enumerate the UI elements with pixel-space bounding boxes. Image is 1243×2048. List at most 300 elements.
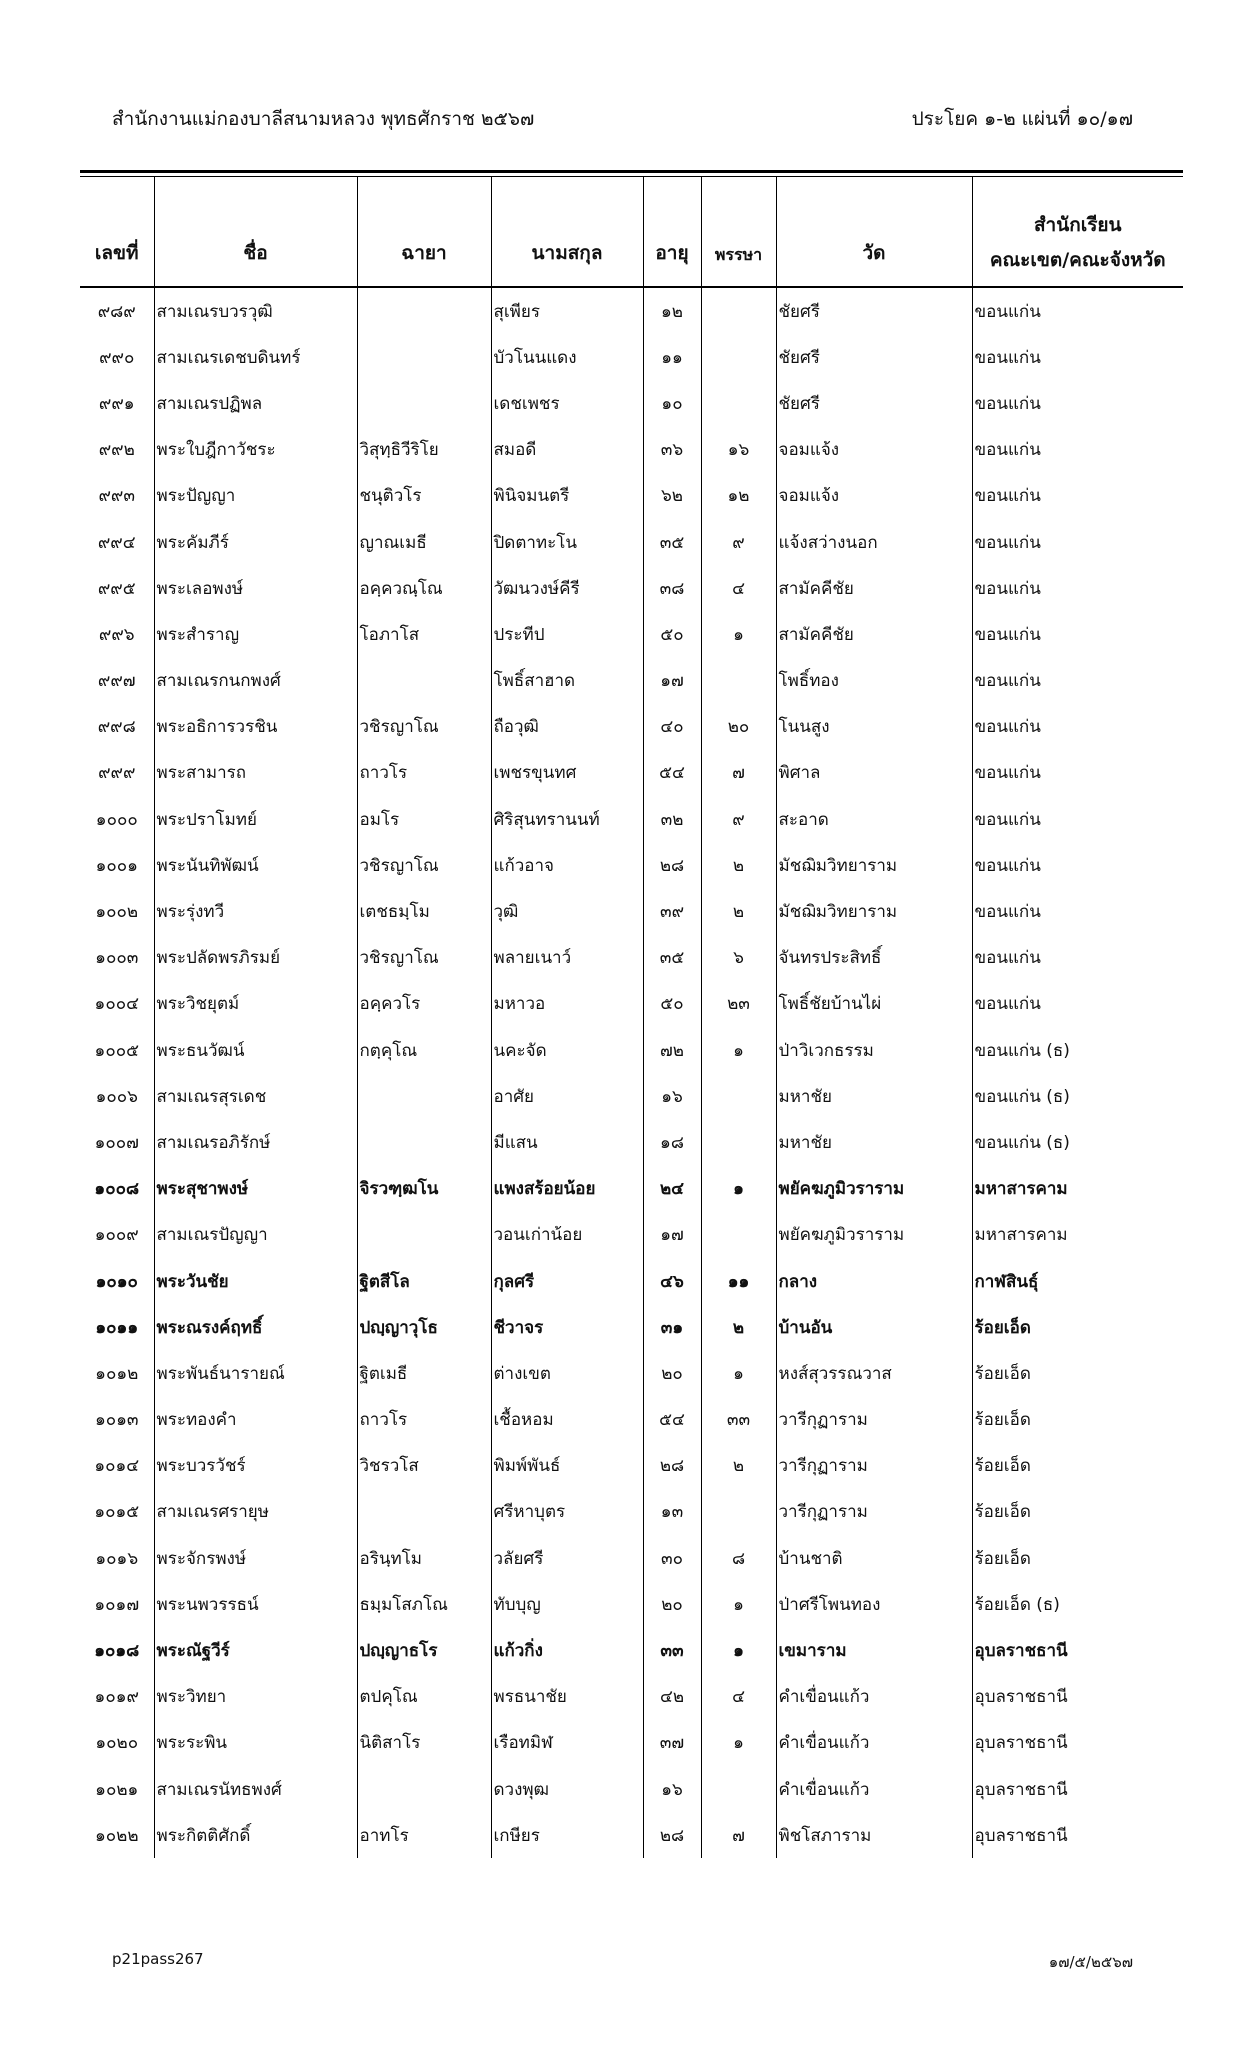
cell-school: ร้อยเอ็ด (ธ) — [972, 1581, 1183, 1627]
cell-temple: วารีกุฏาราม — [776, 1489, 972, 1535]
cell-years: ๗ — [701, 1812, 776, 1858]
cell-name: พระกิตติศักดิ์ — [154, 1812, 357, 1858]
cell-years — [701, 1489, 776, 1535]
cell-temple: สามัคคีชัย — [776, 611, 972, 657]
table-row — [80, 981, 1183, 1027]
table-header-row — [80, 176, 1183, 287]
cell-num: ๑๐๐๕ — [94, 1040, 139, 1061]
cell-num: ๑๐๐๐ — [95, 809, 138, 830]
cell-monastic-name: ถาวโร — [357, 1397, 491, 1443]
cell-years: ๙ — [701, 796, 776, 842]
cell-temple: สามัคคีชัย — [776, 565, 972, 611]
cell-years — [701, 380, 776, 426]
cell-num: ๑๐๑๔ — [94, 1456, 140, 1477]
cell-monastic-name: เตชธมฺโม — [357, 888, 491, 934]
cell-years: ๑ — [701, 1350, 776, 1396]
cell-temple: มัชฌิมวิทยาราม — [776, 842, 972, 888]
table-row — [80, 1166, 1183, 1212]
cell-temple: พยัคฆภูมิวราราม — [776, 1212, 972, 1258]
cell-school: ขอนแก่น — [972, 565, 1183, 611]
cell-temple: พิศาล — [776, 750, 972, 796]
cell-surname: ทับบุญ — [491, 1581, 643, 1627]
cell-name: พระณรงค์ฤทธิ์ — [154, 1304, 357, 1350]
col-header-surname: นามสกุล — [491, 176, 643, 287]
cell-name: พระวิชยุตม์ — [154, 981, 357, 1027]
cell-monastic-name — [357, 1119, 491, 1165]
cell-age: ๓๙ — [643, 888, 701, 934]
cell-age: ๖๒ — [643, 473, 701, 519]
cell-surname: ศรีหาบุตร — [491, 1489, 643, 1535]
cell-surname: มีแสน — [491, 1119, 643, 1165]
cell-num: ๙๘๙ — [97, 301, 136, 322]
cell-surname: ศิริสุนทรานนท์ — [491, 796, 643, 842]
cell-name: พระเลอพงษ์ — [154, 565, 357, 611]
cell-school: ร้อยเอ็ด — [972, 1443, 1183, 1489]
table-row — [80, 842, 1183, 888]
cell-school: ร้อยเอ็ด — [972, 1350, 1183, 1396]
col-header-years: พรรษา — [701, 176, 776, 287]
cell-temple: สะอาด — [776, 796, 972, 842]
cell-years — [701, 1212, 776, 1258]
cell-temple: มัชฌิมวิทยาราม — [776, 888, 972, 934]
cell-num: ๑๐๑๕ — [94, 1502, 140, 1523]
cell-temple: โพธิ์ชัยบ้านไผ่ — [776, 981, 972, 1027]
cell-temple: จอมแจ้ง — [776, 427, 972, 473]
col-header-num: เลขที่ — [80, 176, 154, 287]
cell-temple: โนนสูง — [776, 704, 972, 750]
table-row — [80, 1027, 1183, 1073]
cell-school: อุบลราชธานี — [972, 1627, 1183, 1673]
results-table — [80, 176, 1183, 1858]
cell-years: ๑ — [701, 1027, 776, 1073]
cell-name: สามเณรกนกพงศ์ — [154, 658, 357, 704]
cell-surname: แก้วอาจ — [491, 842, 643, 888]
cell-school: ขอนแก่น — [972, 796, 1183, 842]
cell-surname: บัวโนนแดง — [491, 334, 643, 380]
cell-surname: สมอดี — [491, 427, 643, 473]
cell-school: ขอนแก่น — [972, 334, 1183, 380]
cell-school: ขอนแก่น — [972, 750, 1183, 796]
cell-monastic-name: อรินฺทโม — [357, 1535, 491, 1581]
table-row — [80, 1674, 1183, 1720]
cell-school: ขอนแก่น — [972, 842, 1183, 888]
top-rule — [80, 170, 1183, 173]
cell-surname: วัฒนวงษ์คีรี — [491, 565, 643, 611]
cell-age: ๒๐ — [643, 1350, 701, 1396]
cell-temple: บ้านชาติ — [776, 1535, 972, 1581]
cell-name: พระคัมภีร์ — [154, 519, 357, 565]
cell-monastic-name — [357, 334, 491, 380]
cell-temple: พิชโสภาราม — [776, 1812, 972, 1858]
cell-name: พระรุ่งทวี — [154, 888, 357, 934]
footer-date: ๑๗/๕/๒๕๖๗ — [1048, 1953, 1133, 1971]
cell-num: ๑๐๒๒ — [94, 1825, 139, 1846]
cell-monastic-name: วชิรญาโณ — [357, 704, 491, 750]
cell-num: ๙๙๐ — [99, 347, 135, 368]
table-row — [80, 658, 1183, 704]
cell-years: ๑ — [701, 1166, 776, 1212]
col-header-school — [972, 176, 1183, 287]
cell-num: ๙๙๓ — [98, 486, 136, 507]
cell-years: ๑ — [701, 611, 776, 657]
cell-name: พระสำราญ — [154, 611, 357, 657]
cell-name: พระสุชาพงษ์ — [154, 1166, 357, 1212]
cell-years: ๙ — [701, 519, 776, 565]
cell-age: ๒๘ — [643, 1443, 701, 1489]
cell-monastic-name: ญาณเมธี — [357, 519, 491, 565]
cell-monastic-name: ถาวโร — [357, 750, 491, 796]
cell-num: ๙๙๙ — [98, 763, 136, 784]
cell-years: ๔ — [701, 1674, 776, 1720]
cell-monastic-name — [357, 380, 491, 426]
cell-school: ขอนแก่น — [972, 935, 1183, 981]
cell-num: ๑๐๑๓ — [94, 1410, 139, 1431]
cell-age: ๓๒ — [643, 796, 701, 842]
cell-school: ขอนแก่น — [972, 473, 1183, 519]
cell-years: ๑ — [701, 1627, 776, 1673]
cell-surname: กุลศรี — [491, 1258, 643, 1304]
cell-name: สามเณรบวรวุฒิ — [154, 287, 357, 334]
cell-monastic-name — [357, 1073, 491, 1119]
cell-age: ๑๒ — [643, 287, 701, 334]
cell-name: พระปัญญา — [154, 473, 357, 519]
cell-temple: ชัยศรี — [776, 287, 972, 334]
cell-monastic-name — [357, 1489, 491, 1535]
cell-num: ๑๐๐๔ — [94, 994, 139, 1015]
cell-name: พระบวรวัชร์ — [154, 1443, 357, 1489]
cell-age: ๓๕ — [643, 935, 701, 981]
cell-age: ๑๐ — [643, 380, 701, 426]
cell-num: ๙๙๔ — [97, 532, 136, 553]
table-row — [80, 1212, 1183, 1258]
cell-surname: ประทีป — [491, 611, 643, 657]
cell-years: ๑ — [701, 1720, 776, 1766]
cell-name: สามเณรสุรเดช — [154, 1073, 357, 1119]
cell-surname: มหาวอ — [491, 981, 643, 1027]
cell-name: พระวิทยา — [154, 1674, 357, 1720]
cell-num: ๑๐๑๘ — [94, 1641, 140, 1662]
cell-num: ๑๐๑๒ — [95, 1363, 139, 1384]
cell-years: ๘ — [701, 1535, 776, 1581]
cell-monastic-name: โอภาโส — [357, 611, 491, 657]
cell-years: ๒ — [701, 1443, 776, 1489]
cell-temple: มหาชัย — [776, 1119, 972, 1165]
cell-age: ๕๔ — [643, 750, 701, 796]
cell-school: ขอนแก่น (ธ) — [972, 1119, 1183, 1165]
cell-age: ๓๗ — [643, 1720, 701, 1766]
cell-school: อุบลราชธานี — [972, 1720, 1183, 1766]
cell-name: สามเณรศรายุษ — [154, 1489, 357, 1535]
table-row — [80, 1581, 1183, 1627]
cell-surname: ถือวุฒิ — [491, 704, 643, 750]
cell-age: ๕๐ — [643, 611, 701, 657]
cell-school: มหาสารคาม — [972, 1212, 1183, 1258]
cell-surname: ต่างเขต — [491, 1350, 643, 1396]
cell-name: สามเณรเดชบดินทร์ — [154, 334, 357, 380]
cell-years: ๔ — [701, 565, 776, 611]
table-row — [80, 1489, 1183, 1535]
cell-num: ๙๙๖ — [98, 624, 135, 645]
table-row — [80, 519, 1183, 565]
cell-num: ๑๐๑๑ — [95, 1317, 139, 1338]
table-row — [80, 1119, 1183, 1165]
table-row — [80, 704, 1183, 750]
cell-name: พระปราโมทย์ — [154, 796, 357, 842]
cell-school: ขอนแก่น — [972, 611, 1183, 657]
cell-surname: เชื้อหอม — [491, 1397, 643, 1443]
cell-temple: ชัยศรี — [776, 380, 972, 426]
cell-num: ๑๐๑๗ — [94, 1594, 140, 1615]
cell-age: ๑๑ — [643, 334, 701, 380]
cell-num: ๙๙๒ — [98, 440, 135, 461]
cell-monastic-name: ชนุติวโร — [357, 473, 491, 519]
cell-age: ๑๘ — [643, 1119, 701, 1165]
cell-years: ๑ — [701, 1581, 776, 1627]
cell-years: ๒ — [701, 1304, 776, 1350]
cell-monastic-name: ธมฺมโสภโณ — [357, 1581, 491, 1627]
cell-num: ๑๐๒๐ — [95, 1733, 139, 1754]
cell-monastic-name: วชิรญาโณ — [357, 842, 491, 888]
cell-years — [701, 1766, 776, 1812]
cell-school: ขอนแก่น — [972, 287, 1183, 334]
cell-name: พระนันทิพัฒน์ — [154, 842, 357, 888]
cell-age: ๗๒ — [643, 1027, 701, 1073]
cell-surname: พลายเนาว์ — [491, 935, 643, 981]
table-row — [80, 935, 1183, 981]
cell-age: ๑๗ — [643, 1212, 701, 1258]
cell-school: อุบลราชธานี — [972, 1766, 1183, 1812]
cell-surname: พินิจมนตรี — [491, 473, 643, 519]
cell-temple: จอมแจ้ง — [776, 473, 972, 519]
cell-years: ๑๑ — [701, 1258, 776, 1304]
col-header-monastic-name: ฉายา — [357, 176, 491, 287]
cell-school: ขอนแก่น — [972, 704, 1183, 750]
cell-name: พระจักรพงษ์ — [154, 1535, 357, 1581]
cell-surname: อาศัย — [491, 1073, 643, 1119]
cell-surname: เดชเพชร — [491, 380, 643, 426]
cell-years: ๗ — [701, 750, 776, 796]
cell-temple: หงส์สุวรรณวาส — [776, 1350, 972, 1396]
cell-name: พระพันธ์นารายณ์ — [154, 1350, 357, 1396]
col-header-temple: วัด — [776, 176, 972, 287]
cell-temple: คำเขื่อนแก้ว — [776, 1720, 972, 1766]
col-header-school-line2: คณะเขต/คณะจังหวัด — [989, 249, 1166, 271]
cell-years: ๒๓ — [701, 981, 776, 1027]
header-page-info: ประโยค ๑-๒ แผ่นที่ ๑๐/๑๗ — [911, 108, 1133, 130]
table-row — [80, 380, 1183, 426]
cell-school: ร้อยเอ็ด — [972, 1304, 1183, 1350]
cell-num: ๑๐๐๖ — [95, 1086, 138, 1107]
cell-monastic-name: อคฺควณฺโณ — [357, 565, 491, 611]
cell-school: มหาสารคาม — [972, 1166, 1183, 1212]
cell-monastic-name — [357, 287, 491, 334]
table-row — [80, 1258, 1183, 1304]
cell-temple: วารีกุฏาราม — [776, 1397, 972, 1443]
cell-num: ๑๐๑๐ — [95, 1271, 138, 1292]
cell-age: ๓๖ — [643, 427, 701, 473]
cell-num: ๑๐๐๑ — [95, 855, 138, 876]
table-row — [80, 334, 1183, 380]
cell-monastic-name — [357, 1212, 491, 1258]
cell-monastic-name: อมโร — [357, 796, 491, 842]
table-row — [80, 750, 1183, 796]
cell-years: ๓๓ — [701, 1397, 776, 1443]
cell-surname: วลัยศรี — [491, 1535, 643, 1581]
cell-school: ขอนแก่น — [972, 427, 1183, 473]
cell-years: ๒ — [701, 888, 776, 934]
cell-surname: แพงสร้อยน้อย — [491, 1166, 643, 1212]
cell-num: ๑๐๐๘ — [94, 1179, 140, 1200]
table-row — [80, 1720, 1183, 1766]
cell-num: ๙๙๗ — [97, 671, 136, 692]
cell-school: ขอนแก่น — [972, 519, 1183, 565]
cell-surname: ชีวาจร — [491, 1304, 643, 1350]
cell-surname: เรือทมิฬ — [491, 1720, 643, 1766]
cell-years: ๑๖ — [701, 427, 776, 473]
table-row — [80, 1350, 1183, 1396]
cell-age: ๓๐ — [643, 1535, 701, 1581]
cell-monastic-name: ปญฺญาวุโธ — [357, 1304, 491, 1350]
cell-monastic-name: ฐิตเมธี — [357, 1350, 491, 1396]
cell-temple: กลาง — [776, 1258, 972, 1304]
cell-years — [701, 1119, 776, 1165]
cell-school: อุบลราชธานี — [972, 1812, 1183, 1858]
cell-num: ๙๙๕ — [97, 578, 136, 599]
cell-age: ๒๔ — [643, 1166, 701, 1212]
table-row — [80, 427, 1183, 473]
cell-temple: มหาชัย — [776, 1073, 972, 1119]
cell-monastic-name: อาทโร — [357, 1812, 491, 1858]
cell-monastic-name: วิสุทฺธิวีริโย — [357, 427, 491, 473]
table-row — [80, 1073, 1183, 1119]
cell-school: อุบลราชธานี — [972, 1674, 1183, 1720]
cell-school: ขอนแก่น — [972, 380, 1183, 426]
table-row — [80, 888, 1183, 934]
table-row — [80, 1304, 1183, 1350]
cell-temple: วารีกุฏาราม — [776, 1443, 972, 1489]
cell-age: ๑๓ — [643, 1489, 701, 1535]
cell-num: ๙๙๑ — [98, 393, 135, 414]
cell-temple: คำเขื่อนแก้ว — [776, 1674, 972, 1720]
cell-school: ร้อยเอ็ด — [972, 1397, 1183, 1443]
cell-name: พระทองคำ — [154, 1397, 357, 1443]
cell-name: สามเณรอภิรักษ์ — [154, 1119, 357, 1165]
cell-school: ขอนแก่น — [972, 981, 1183, 1027]
cell-temple: จันทรประสิทธิ์ — [776, 935, 972, 981]
cell-age: ๑๗ — [643, 658, 701, 704]
cell-years: ๒๐ — [701, 704, 776, 750]
cell-name: สามเณรปัญญา — [154, 1212, 357, 1258]
cell-surname: วุฒิ — [491, 888, 643, 934]
cell-school: กาฬสินธุ์ — [972, 1258, 1183, 1304]
cell-name: พระใบฎีกาวัชระ — [154, 427, 357, 473]
cell-surname: ปิดตาทะโน — [491, 519, 643, 565]
cell-monastic-name: ปญฺญาธโร — [357, 1627, 491, 1673]
cell-temple: ป่าศรีโพนทอง — [776, 1581, 972, 1627]
cell-num: ๑๐๐๓ — [95, 948, 139, 969]
cell-temple: บ้านอัน — [776, 1304, 972, 1350]
cell-temple: โพธิ์ทอง — [776, 658, 972, 704]
cell-monastic-name: วิชรวโส — [357, 1443, 491, 1489]
cell-surname: เกษียร — [491, 1812, 643, 1858]
col-header-school-line1: สำนักเรียน — [1033, 214, 1122, 236]
table-row — [80, 1812, 1183, 1858]
cell-temple: พยัคฆภูมิวราราม — [776, 1166, 972, 1212]
table-row — [80, 1766, 1183, 1812]
cell-name: พระธนวัฒน์ — [154, 1027, 357, 1073]
cell-monastic-name — [357, 1766, 491, 1812]
cell-school: ขอนแก่น (ธ) — [972, 1027, 1183, 1073]
cell-name: พระวันชัย — [154, 1258, 357, 1304]
cell-monastic-name: กตฺคุโณ — [357, 1027, 491, 1073]
cell-name: พระอธิการวรชิน — [154, 704, 357, 750]
cell-surname: สุเพียร — [491, 287, 643, 334]
cell-surname: นคะจัด — [491, 1027, 643, 1073]
cell-years — [701, 334, 776, 380]
cell-monastic-name: ตปคุโณ — [357, 1674, 491, 1720]
table-row — [80, 1535, 1183, 1581]
cell-monastic-name: วชิรญาโณ — [357, 935, 491, 981]
cell-monastic-name — [357, 658, 491, 704]
cell-school: ขอนแก่น (ธ) — [972, 1073, 1183, 1119]
cell-monastic-name: อคฺควโร — [357, 981, 491, 1027]
cell-surname: ดวงพุฒ — [491, 1766, 643, 1812]
table-row — [80, 611, 1183, 657]
cell-surname: โพธิ์สาฮาด — [491, 658, 643, 704]
cell-surname: เพชรขุนทศ — [491, 750, 643, 796]
cell-name: สามเณรนัทธพงศ์ — [154, 1766, 357, 1812]
cell-monastic-name: จิรวฑฺฒโน — [357, 1166, 491, 1212]
cell-surname: แก้วกิ่ง — [491, 1627, 643, 1673]
cell-age: ๓๘ — [643, 565, 701, 611]
cell-age: ๑๖ — [643, 1073, 701, 1119]
cell-school: ร้อยเอ็ด — [972, 1489, 1183, 1535]
cell-monastic-name: นิติสาโร — [357, 1720, 491, 1766]
col-header-name: ชื่อ — [154, 176, 357, 287]
cell-years — [701, 1073, 776, 1119]
cell-years — [701, 287, 776, 334]
cell-age: ๕๐ — [643, 981, 701, 1027]
cell-name: พระระพิน — [154, 1720, 357, 1766]
cell-name: สามเณรปฏิพล — [154, 380, 357, 426]
cell-age: ๑๖ — [643, 1766, 701, 1812]
cell-years: ๖ — [701, 935, 776, 981]
cell-school: ร้อยเอ็ด — [972, 1535, 1183, 1581]
cell-num: ๑๐๒๑ — [95, 1779, 139, 1800]
cell-surname: พิมพ์พันธ์ — [491, 1443, 643, 1489]
cell-age: ๔๖ — [643, 1258, 701, 1304]
cell-num: ๑๐๑๙ — [94, 1687, 139, 1708]
cell-age: ๓๓ — [643, 1627, 701, 1673]
cell-name: พระสามารถ — [154, 750, 357, 796]
cell-age: ๕๔ — [643, 1397, 701, 1443]
cell-age: ๔๒ — [643, 1674, 701, 1720]
col-header-age: อายุ — [643, 176, 701, 287]
table-row — [80, 796, 1183, 842]
cell-num: ๑๐๐๒ — [95, 902, 139, 923]
cell-num: ๙๙๘ — [97, 717, 136, 738]
cell-age: ๒๐ — [643, 1581, 701, 1627]
cell-num: ๑๐๐๙ — [94, 1225, 139, 1246]
cell-temple: ชัยศรี — [776, 334, 972, 380]
cell-surname: วอนเก่าน้อย — [491, 1212, 643, 1258]
cell-name: พระนพวรรธน์ — [154, 1581, 357, 1627]
cell-surname: พรธนาชัย — [491, 1674, 643, 1720]
cell-monastic-name: ฐิตสีโล — [357, 1258, 491, 1304]
table-row — [80, 473, 1183, 519]
cell-name: พระณัฐวีร์ — [154, 1627, 357, 1673]
cell-school: ขอนแก่น — [972, 658, 1183, 704]
